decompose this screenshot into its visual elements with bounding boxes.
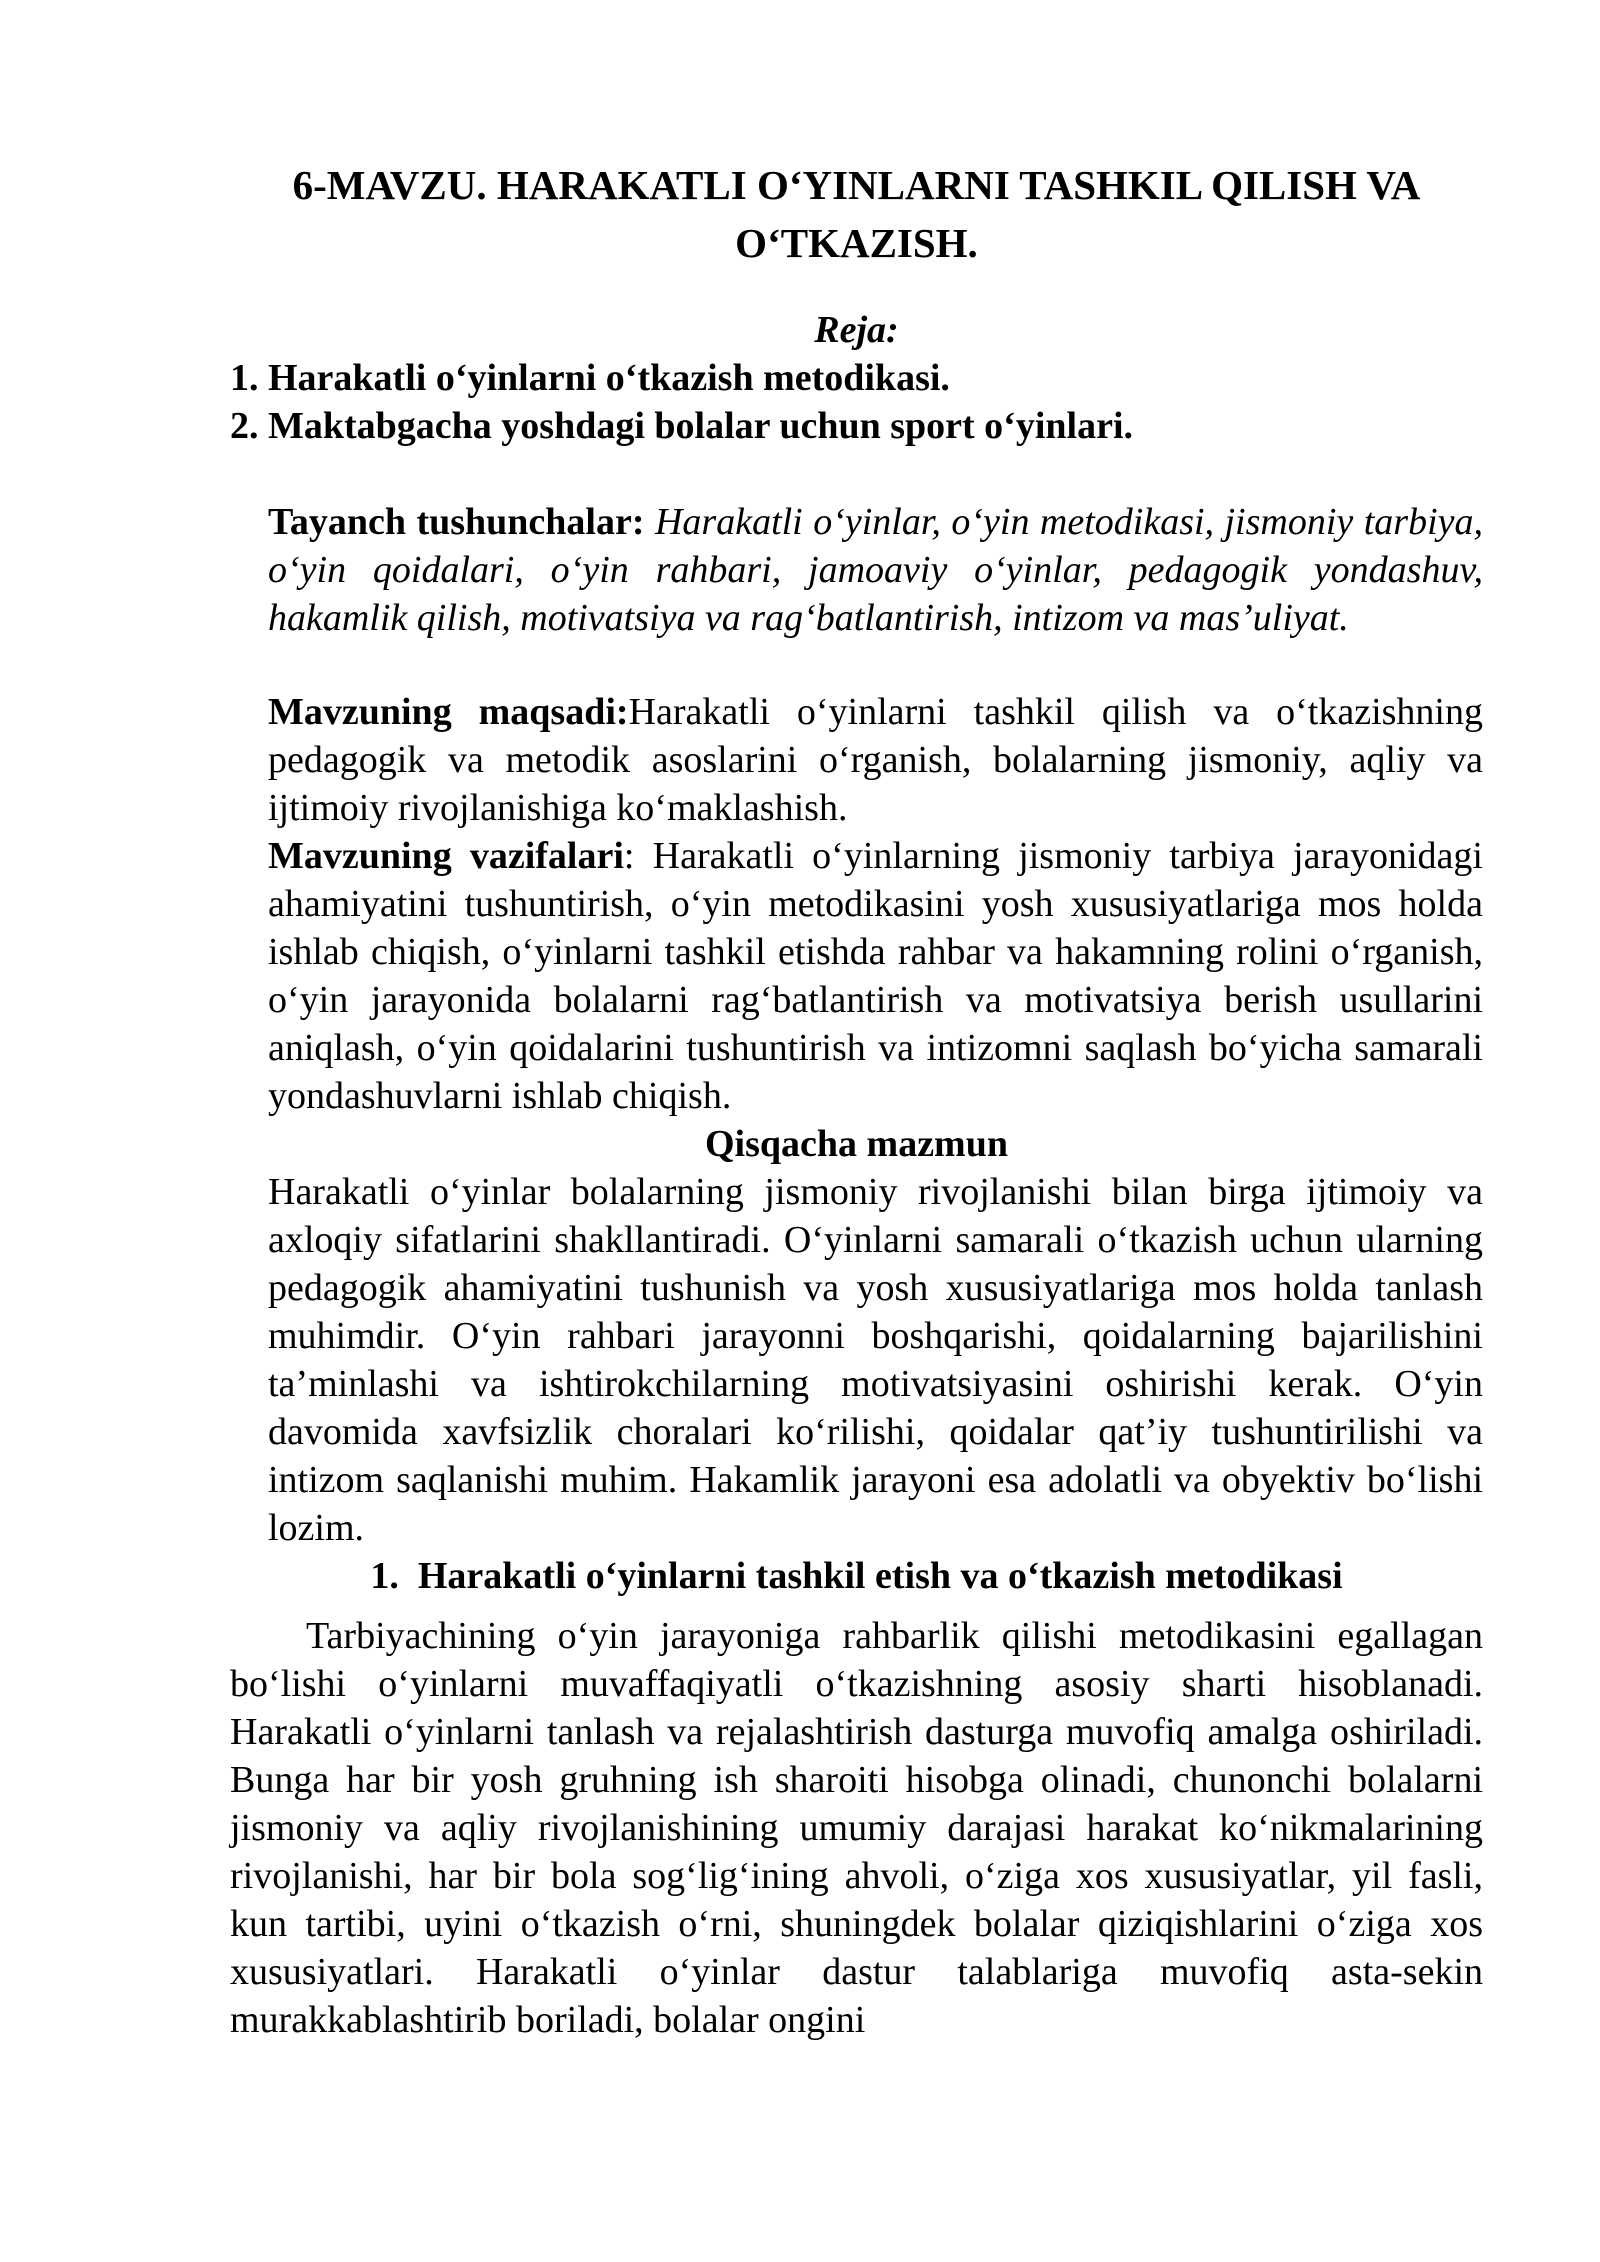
summary-text: Harakatli o‘yinlar bolalarning jismoniy rivojlanishi bilan birga ijtimoiy va axloqiy sifatlarini shakllantiradi. O‘yinlarni samarali o‘tkazish uchun ularning pedagogik ahamiyatini tushunish va yosh xususiyatlariga mos holda tanlash muhimdir. O‘yin rahbari jarayonni boshqarishi, qoidalarning bajarilishini ta’minlashi va ishtirokchilarning motivatsiyasini oshirishi kerak. O‘yin davomida xavfsizlik choralari ko‘rilishi, qoidalar qat’iy tushuntirilishi va intizom saqlanishi muhim. Hakamlik jarayoni esa adolatli va obyektiv bo‘lishi lozim. — [268, 1171, 1483, 1549]
key-concepts-label: Tayanch tushunchalar: — [268, 501, 655, 543]
document-title-line-2: O‘TKAZISH. — [735, 220, 978, 266]
plan-list — [230, 354, 1483, 450]
tasks-label: Mavzuning vazifalari — [268, 835, 624, 877]
tasks-paragraph — [268, 832, 1483, 1120]
purpose-label: Mavzuning maqsadi: — [268, 691, 629, 733]
section1-heading: 1. Harakatli o‘yinlarni tashkil etish va o‘tkazish metodikasi — [370, 1555, 1343, 1597]
tasks-text: : Harakatli o‘yinlarning jismoniy tarbiya jarayonidagi ahamiyatini tushuntirish, o‘yin metodikasini yosh xususiyatlariga mos holda ishlab chiqish, o‘yinlarni tashkil etishda rahbar va hakamning rolini o‘rganish, o‘yin jarayonida bolalarni rag‘batlantirish va motivatsiya berish usullarini aniqlash, o‘yin qoidalarini tushuntirish va intizomni saqlash bo‘yicha samarali yondashuvlarni ishlab chiqish. — [268, 835, 1483, 1117]
document-title — [230, 156, 1483, 272]
section1-paragraph — [230, 1612, 1483, 2044]
summary-heading: Qisqacha mazmun — [705, 1123, 1008, 1165]
plan-item-1: 1. Harakatli o‘yinlarni o‘tkazish metodikasi. — [230, 357, 950, 399]
key-concepts-text: Harakatli o‘yinlar, o‘yin metodikasi, jismoniy tarbiya, o‘yin qoidalari, o‘yin rahbari, jamoaviy o‘yinlar, pedagogik yondashuv, hakamlik qilish, motivatsiya va rag‘batlantirish, intizom va mas’uliyat. — [268, 501, 1484, 639]
section1-text: Tarbiyachining o‘yin jarayoniga rahbarlik qilishi metodikasini egallagan bo‘lishi o‘yinlarni muvaffaqiyatli o‘tkazishning asosiy sharti hisoblanadi. Harakatli o‘yinlarni tanlash va rejalashtirish dasturga muvofiq amalga oshiriladi. Bunga har bir yosh gruhning ish sharoiti hisobga olinadi, chunonchi bolalarni jismoniy va aqliy rivojlanishining umumiy darajasi harakat ko‘nikmalarining rivojlanishi, har bir bola sog‘lig‘ining ahvoli, o‘ziga xos xususiyatlar, yil fasli, kun tartibi, uyini o‘tkazish o‘rni, shuningdek bolalar qiziqishlarini o‘ziga xos xususiyatlari. Harakatli o‘yinlar dastur talablariga muvofiq asta-sekin murakkablashtirib boriladi, bolalar ongini — [230, 1615, 1483, 2041]
summary-paragraph — [268, 1168, 1483, 1552]
plan-item-2: 2. Maktabgacha yoshdagi bolalar uchun sport o‘yinlari. — [230, 405, 1134, 447]
purpose-paragraph — [268, 688, 1483, 832]
purpose-text: Harakatli o‘yinlarni tashkil qilish va o‘tkazishning pedagogik va metodik asoslarini o‘rganish, bolalarning jismoniy, aqliy va ijtimoiy rivojlanishiga ko‘maklashish. — [268, 691, 1483, 829]
plan-heading: Reja: — [814, 309, 899, 351]
key-concepts-paragraph — [268, 498, 1483, 642]
document-title-line-1: 6-MAVZU. HARAKATLI O‘YINLARNI TASHKIL QILISH VA — [292, 162, 1421, 208]
